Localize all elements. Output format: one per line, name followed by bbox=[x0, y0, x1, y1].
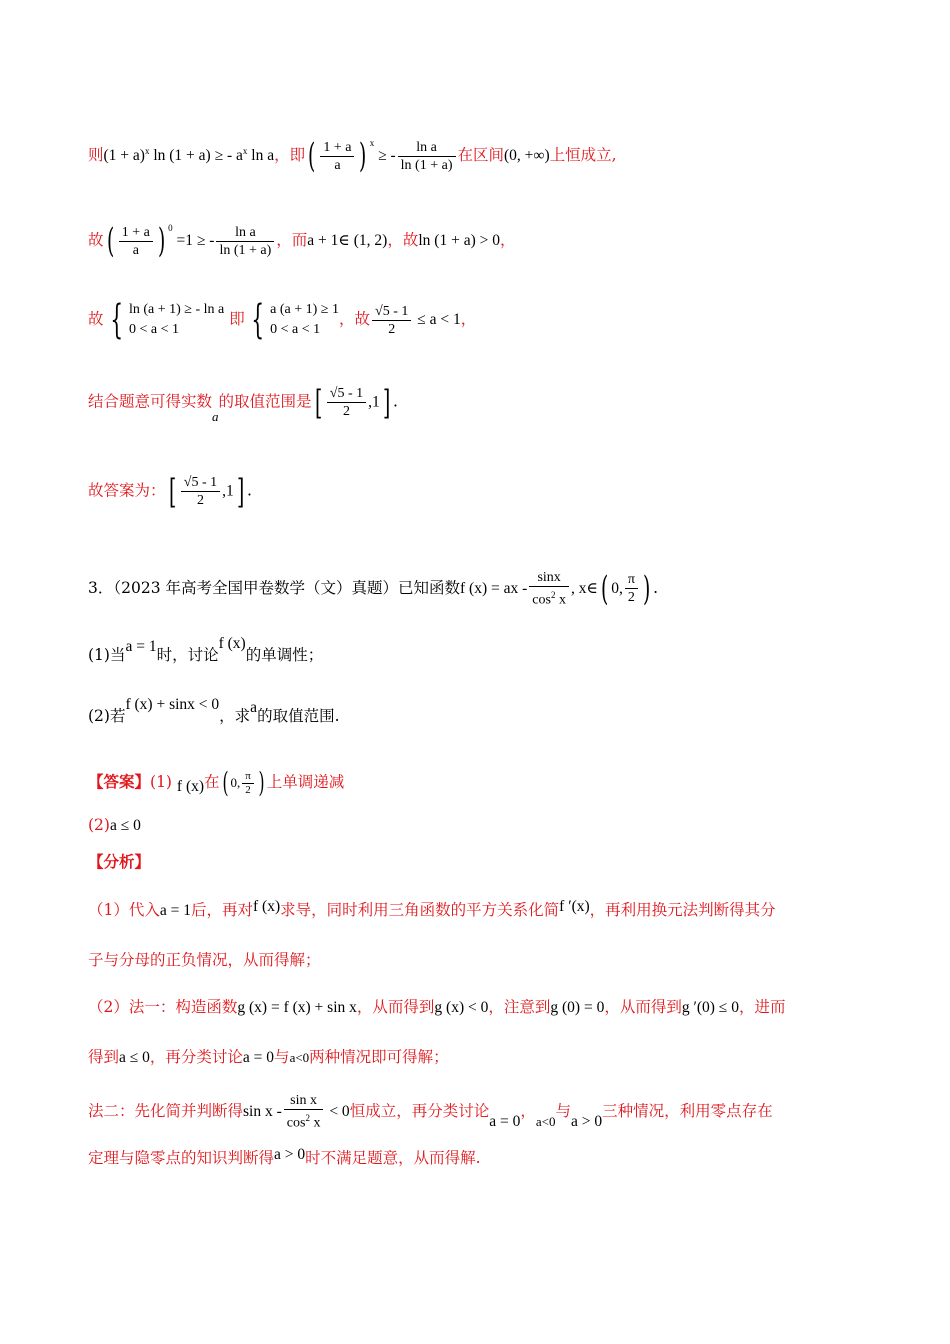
fraction bbox=[320, 139, 354, 174]
math: ≥ - bbox=[374, 147, 396, 164]
text: ，从而得到 bbox=[356, 998, 435, 1016]
x-text: x bbox=[555, 592, 566, 608]
text: 在区间 bbox=[457, 146, 505, 164]
fraction bbox=[242, 770, 254, 797]
solution-line-1 bbox=[88, 133, 870, 174]
equation-system bbox=[129, 300, 224, 340]
exponent: 2 bbox=[305, 1113, 310, 1123]
text: 上恒成立, bbox=[549, 146, 617, 164]
answer-block bbox=[88, 766, 870, 800]
text: 与 bbox=[274, 1048, 290, 1066]
answer-tag: 【答案】 bbox=[88, 772, 151, 791]
numerator: √5 - 1 bbox=[181, 474, 220, 492]
question-text: 3．（2023 年高考全国甲卷数学（文）真题）已知函数 bbox=[88, 578, 460, 597]
math: a = 1 bbox=[125, 638, 157, 655]
math: a bbox=[250, 699, 258, 716]
numerator: √5 - 1 bbox=[327, 385, 366, 403]
math: a ≤ 0 bbox=[119, 1049, 150, 1066]
fraction bbox=[327, 385, 366, 420]
math: g (x) < 0 bbox=[434, 999, 489, 1016]
numerator: ln a bbox=[216, 224, 274, 242]
text: 两种情况即可得解； bbox=[309, 1048, 449, 1066]
text: 定理与隐零点的知识判断得 bbox=[88, 1149, 275, 1167]
question-3-part-1 bbox=[88, 635, 870, 666]
math: f ′(x) bbox=[559, 898, 590, 915]
analysis-1 bbox=[88, 900, 870, 921]
right-paren: ) bbox=[157, 221, 166, 261]
math: ln a bbox=[247, 147, 275, 164]
text: 后，再对 bbox=[191, 901, 254, 919]
exponent: 2 bbox=[550, 590, 556, 600]
analysis-1-cont bbox=[88, 950, 870, 970]
question-3-part-2 bbox=[88, 696, 870, 727]
text: 法二：先化简并判断得 bbox=[88, 1101, 244, 1120]
denominator: a bbox=[334, 157, 341, 173]
math: =1 ≥ - bbox=[172, 232, 215, 249]
math: (1 + a) bbox=[103, 147, 145, 164]
fraction bbox=[398, 139, 456, 174]
text: 在 bbox=[204, 773, 220, 791]
right-bracket: ] bbox=[382, 382, 391, 423]
text: ，故 bbox=[387, 231, 419, 249]
text: 即 bbox=[229, 310, 245, 328]
solution-line-3 bbox=[88, 297, 870, 343]
solution-line-2 bbox=[88, 218, 870, 259]
text: (2)若 bbox=[88, 707, 126, 725]
text: ，再利用换元法判断得其分 bbox=[589, 901, 776, 919]
denominator: 2 bbox=[245, 783, 251, 796]
text: 求导，同时利用三角函数的平方关系化简 bbox=[280, 901, 560, 919]
text: ，进而 bbox=[738, 998, 786, 1016]
solution-line-4 bbox=[88, 382, 870, 424]
text: ，故 bbox=[339, 310, 371, 328]
text: . bbox=[247, 481, 252, 500]
right-paren: ) bbox=[642, 568, 651, 609]
text: . bbox=[393, 392, 398, 411]
denominator: 2 bbox=[342, 404, 350, 419]
fraction bbox=[181, 474, 220, 509]
math: f (x) + sinx < 0 bbox=[125, 696, 220, 713]
text: (1) bbox=[150, 773, 177, 791]
x-text: x bbox=[309, 1115, 321, 1131]
system-row: a (a + 1) ≥ 1 bbox=[270, 302, 339, 317]
text: ，注意到 bbox=[488, 998, 551, 1016]
numerator: ln a bbox=[398, 139, 456, 157]
left-paren: ( bbox=[222, 766, 229, 799]
denominator bbox=[284, 1110, 324, 1132]
text: 上单调递减 bbox=[266, 773, 345, 791]
numerator: 1 + a bbox=[119, 224, 153, 242]
text: 三种情况，利用零点存在 bbox=[602, 1101, 773, 1120]
analysis-3 bbox=[88, 1092, 870, 1132]
text: 则 bbox=[88, 146, 104, 164]
left-paren: ( bbox=[308, 136, 316, 176]
text: ， bbox=[520, 1101, 536, 1120]
math: f (x) bbox=[176, 778, 205, 795]
math: a<0 bbox=[535, 1113, 556, 1129]
fraction bbox=[529, 569, 569, 609]
text: ，再分类讨论 bbox=[149, 1048, 243, 1066]
left-bracket: [ bbox=[168, 471, 176, 512]
fraction bbox=[119, 224, 153, 259]
text: （1）代入 bbox=[88, 901, 160, 919]
denominator: 2 bbox=[627, 590, 635, 606]
text: ，即 bbox=[274, 146, 306, 164]
math: a ≤ 0 bbox=[109, 817, 141, 834]
text: 的取值范围. bbox=[257, 707, 340, 725]
numerator: √5 - 1 bbox=[372, 303, 411, 321]
numerator: π bbox=[242, 770, 254, 784]
math: g (0) = 0 bbox=[550, 999, 605, 1016]
text: 子与分母的正负情况，从而得解； bbox=[88, 951, 321, 969]
text: （2）法一：构造函数 bbox=[88, 998, 238, 1016]
math: , x∈ bbox=[570, 579, 598, 597]
left-brace: { bbox=[251, 297, 264, 343]
system-row: 0 < a < 1 bbox=[270, 322, 321, 337]
text: ，而 bbox=[276, 231, 308, 249]
math: ln (1 + a) ≥ - a bbox=[149, 147, 243, 164]
system-row: ln (a + 1) ≥ - ln a bbox=[128, 302, 225, 317]
right-bracket: ] bbox=[236, 471, 245, 512]
numerator: sinx bbox=[529, 569, 569, 587]
denominator: 2 bbox=[388, 321, 396, 337]
denominator: a bbox=[132, 242, 139, 258]
math: ,1 bbox=[222, 482, 234, 500]
text: 得到 bbox=[88, 1048, 120, 1066]
text: 恒成立，再分类讨论 bbox=[349, 1101, 490, 1120]
math: f (x) bbox=[253, 898, 281, 915]
variable-a: a bbox=[212, 408, 219, 424]
fraction bbox=[625, 571, 638, 606]
fraction bbox=[284, 1092, 324, 1132]
text: (2) bbox=[88, 816, 110, 834]
text: 与 bbox=[555, 1101, 571, 1120]
text: (1)当 bbox=[88, 646, 126, 664]
answer-part-2 bbox=[88, 815, 870, 836]
numerator: 1 + a bbox=[320, 139, 354, 157]
denominator bbox=[529, 587, 569, 609]
left-paren: ( bbox=[106, 221, 114, 261]
left-bracket: [ bbox=[314, 382, 322, 423]
text: 时，讨论 bbox=[156, 646, 219, 664]
math: ,1 bbox=[368, 393, 380, 411]
denominator: ln (1 + a) bbox=[219, 242, 272, 258]
text: ， bbox=[499, 231, 516, 249]
math: f (x) bbox=[218, 635, 246, 652]
math: 0, bbox=[230, 775, 241, 790]
math: a > 0 bbox=[274, 1146, 306, 1163]
math: a + 1∈ (1, 2) bbox=[307, 232, 388, 249]
right-paren: ) bbox=[359, 136, 367, 176]
math: a = 1 bbox=[159, 902, 191, 919]
fraction bbox=[372, 303, 411, 338]
text: 的单调性； bbox=[245, 646, 324, 664]
right-paren: ) bbox=[258, 766, 265, 799]
denominator: ln (1 + a) bbox=[400, 157, 453, 173]
analysis-tag: 【分析】 bbox=[88, 852, 151, 871]
math: a<0 bbox=[289, 1050, 310, 1065]
math: a = 0 bbox=[242, 1049, 275, 1066]
text: 时不满足题意，从而得解. bbox=[305, 1149, 481, 1167]
math: 0, bbox=[611, 579, 623, 597]
analysis-2 bbox=[88, 997, 870, 1018]
math: g (x) = f (x) + sin x bbox=[237, 999, 357, 1016]
text: 故 bbox=[88, 310, 104, 328]
cos-text: cos bbox=[286, 1115, 306, 1131]
numerator: sin x bbox=[284, 1092, 324, 1110]
cos-text: cos bbox=[532, 592, 551, 608]
text: ，从而得到 bbox=[604, 998, 682, 1016]
question-3 bbox=[88, 569, 870, 609]
text: 故答案为： bbox=[88, 481, 166, 500]
text: 结合题意可得实数 bbox=[88, 392, 213, 411]
math-sup: x bbox=[242, 145, 248, 156]
system-row: 0 < a < 1 bbox=[128, 322, 179, 337]
text: 的取值范围是 bbox=[218, 392, 312, 411]
exponent: 0 bbox=[168, 223, 173, 233]
analysis-2-cont bbox=[88, 1047, 870, 1068]
numerator: π bbox=[625, 571, 638, 589]
math: sin x - bbox=[243, 1102, 282, 1120]
text: . bbox=[653, 578, 659, 597]
text: ，求 bbox=[219, 707, 251, 725]
math: a = 0 bbox=[489, 1112, 521, 1130]
equation-system bbox=[270, 300, 339, 340]
math: ln (1 + a) > 0 bbox=[418, 232, 500, 249]
math-sup: x bbox=[144, 145, 150, 156]
exponent: x bbox=[369, 138, 375, 148]
denominator: 2 bbox=[196, 493, 204, 508]
math: ≤ a < 1 bbox=[413, 311, 461, 328]
math: f (x) = ax - bbox=[460, 579, 528, 597]
math: < 0 bbox=[325, 1102, 350, 1120]
fraction bbox=[216, 224, 274, 259]
left-brace: { bbox=[109, 297, 123, 343]
math: g ′(0) ≤ 0 bbox=[681, 999, 739, 1016]
math: (0, +∞) bbox=[504, 147, 550, 164]
text: ， bbox=[460, 310, 477, 328]
analysis-3-cont bbox=[88, 1148, 870, 1169]
math: a > 0 bbox=[570, 1112, 603, 1130]
text: 故 bbox=[88, 231, 104, 249]
left-paren: ( bbox=[600, 568, 609, 609]
answer-line bbox=[88, 471, 870, 512]
